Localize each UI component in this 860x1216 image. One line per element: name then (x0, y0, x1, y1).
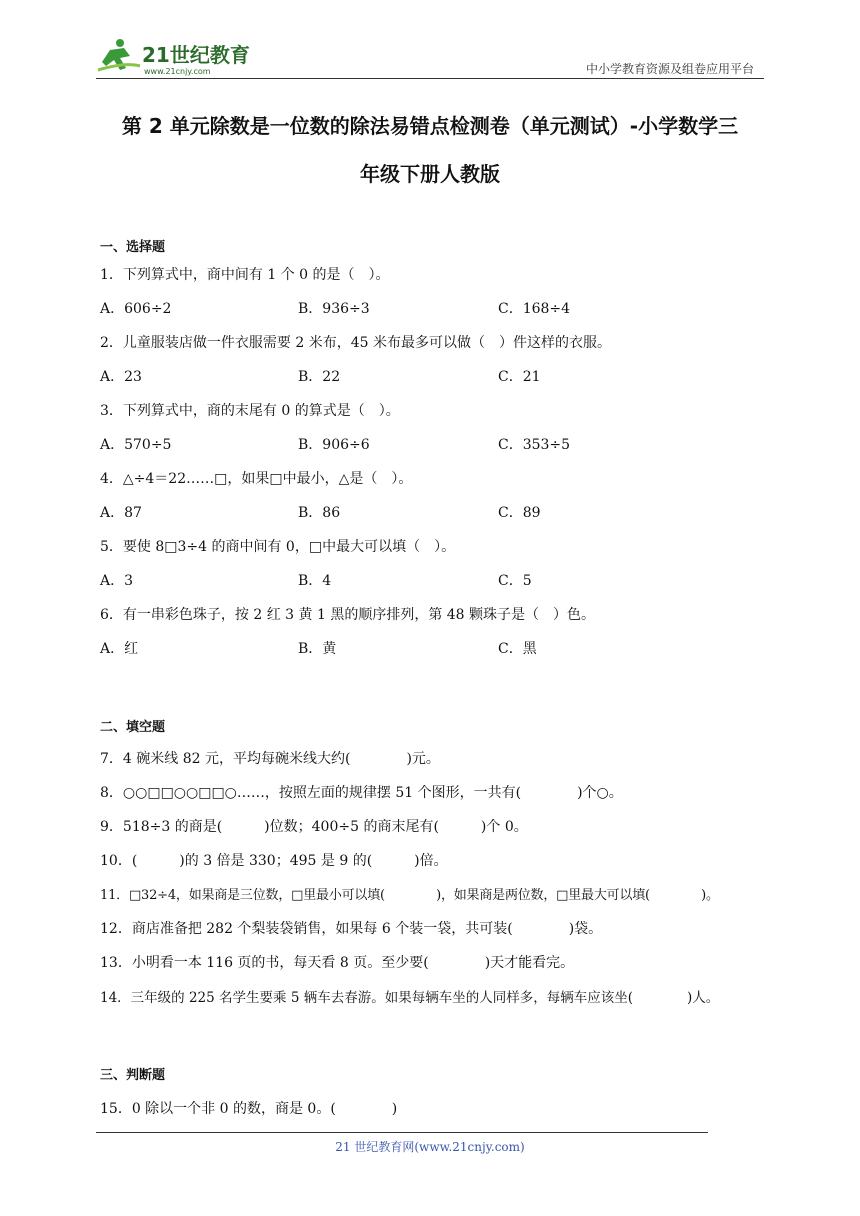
q4-option-a: A．87 (100, 505, 142, 521)
question-8: 8．○○□□○○□□○……，按照左面的规律摆 51 个图形，一共有( )个○。 (100, 785, 623, 801)
question-3: 3．下列算式中，商的末尾有 0 的算式是（ ）。 (100, 403, 400, 419)
question-4: 4．△÷4＝22……□，如果□中最小，△是（ ）。 (100, 471, 413, 487)
q2-option-b: B．22 (298, 369, 341, 385)
logo-main-text: 21世纪教育 (142, 43, 250, 67)
question-7: 7．4 碗米线 82 元，平均每碗米线大约( )元。 (100, 751, 440, 767)
q2-option-a: A．23 (100, 369, 142, 385)
q5-option-a: A．3 (100, 573, 134, 589)
section-heading-fill: 二、填空题 (100, 720, 166, 735)
site-logo (96, 36, 256, 78)
q3-option-c: C．353÷5 (498, 437, 571, 453)
q6-option-b: B．黄 (298, 641, 337, 657)
header-platform-text: 中小学教育资源及组卷应用平台 (585, 62, 754, 76)
question-9: 9．518÷3 的商是( )位数；400÷5 的商末尾有( )个 0。 (100, 819, 528, 835)
q4-option-c: C．89 (498, 505, 541, 521)
q3-option-b: B．906÷6 (298, 437, 370, 453)
q1-option-c: C．168÷4 (498, 301, 571, 317)
q6-option-a: A．红 (100, 641, 139, 657)
title-line-2: 年级下册人教版 (360, 162, 500, 186)
question-6: 6．有一串彩色珠子，按 2 红 3 黄 1 黑的顺序排列，第 48 颗珠子是（ ）色。 (100, 607, 596, 623)
question-15: 15．0 除以一个非 0 的数，商是 0。( ) (100, 1101, 398, 1117)
question-2: 2．儿童服装店做一件衣服需要 2 米布，45 米布最多可以做（ ）件这样的衣服。 (100, 335, 611, 351)
question-1: 1．下列算式中，商中间有 1 个 0 的是（ ）。 (100, 267, 390, 283)
q4-option-b: B．86 (298, 505, 341, 521)
header-divider (96, 78, 764, 79)
question-12: 12．商店准备把 282 个梨装袋销售，如果每 6 个装一袋，共可装( )袋。 (100, 921, 603, 937)
footer-site-link[interactable]: 21 世纪教育网(www.21cnjy.com) (335, 1140, 525, 1154)
question-14: 14．三年级的 225 名学生要乘 5 辆车去春游。如果每辆车坐的人同样多，每辆车应该坐( )人。 (100, 990, 720, 1006)
q5-option-c: C．5 (498, 573, 532, 589)
question-13: 13．小明看一本 116 页的书，每天看 8 页。至少要( )天才能看完。 (100, 955, 575, 971)
q5-option-b: B．4 (298, 573, 332, 589)
q6-option-c: C．黑 (498, 641, 537, 657)
page-title (60, 102, 800, 198)
question-5: 5．要使 8□3÷4 的商中间有 0，□中最大可以填（ ）。 (100, 539, 456, 555)
q3-option-a: A．570÷5 (100, 437, 172, 453)
q2-option-c: C．21 (498, 369, 541, 385)
q1-option-a: A．606÷2 (100, 301, 172, 317)
logo-sub-text: www.21cnjy.com (144, 67, 211, 76)
q1-option-b: B．936÷3 (298, 301, 370, 317)
title-line-1: 第 2 单元除数是一位数的除法易错点检测卷（单元测试）-小学数学三 (121, 114, 739, 138)
footer-divider (96, 1132, 708, 1133)
section-heading-choice: 一、选择题 (100, 240, 166, 255)
question-10: 10．( )的 3 倍是 330；495 是 9 的( )倍。 (100, 853, 448, 869)
section-heading-judge: 三、判断题 (100, 1068, 166, 1083)
question-11: 11．□32÷4，如果商是三位数，□里最小可以填( )，如果商是两位数，□里最大可以填( )。 (100, 888, 719, 903)
